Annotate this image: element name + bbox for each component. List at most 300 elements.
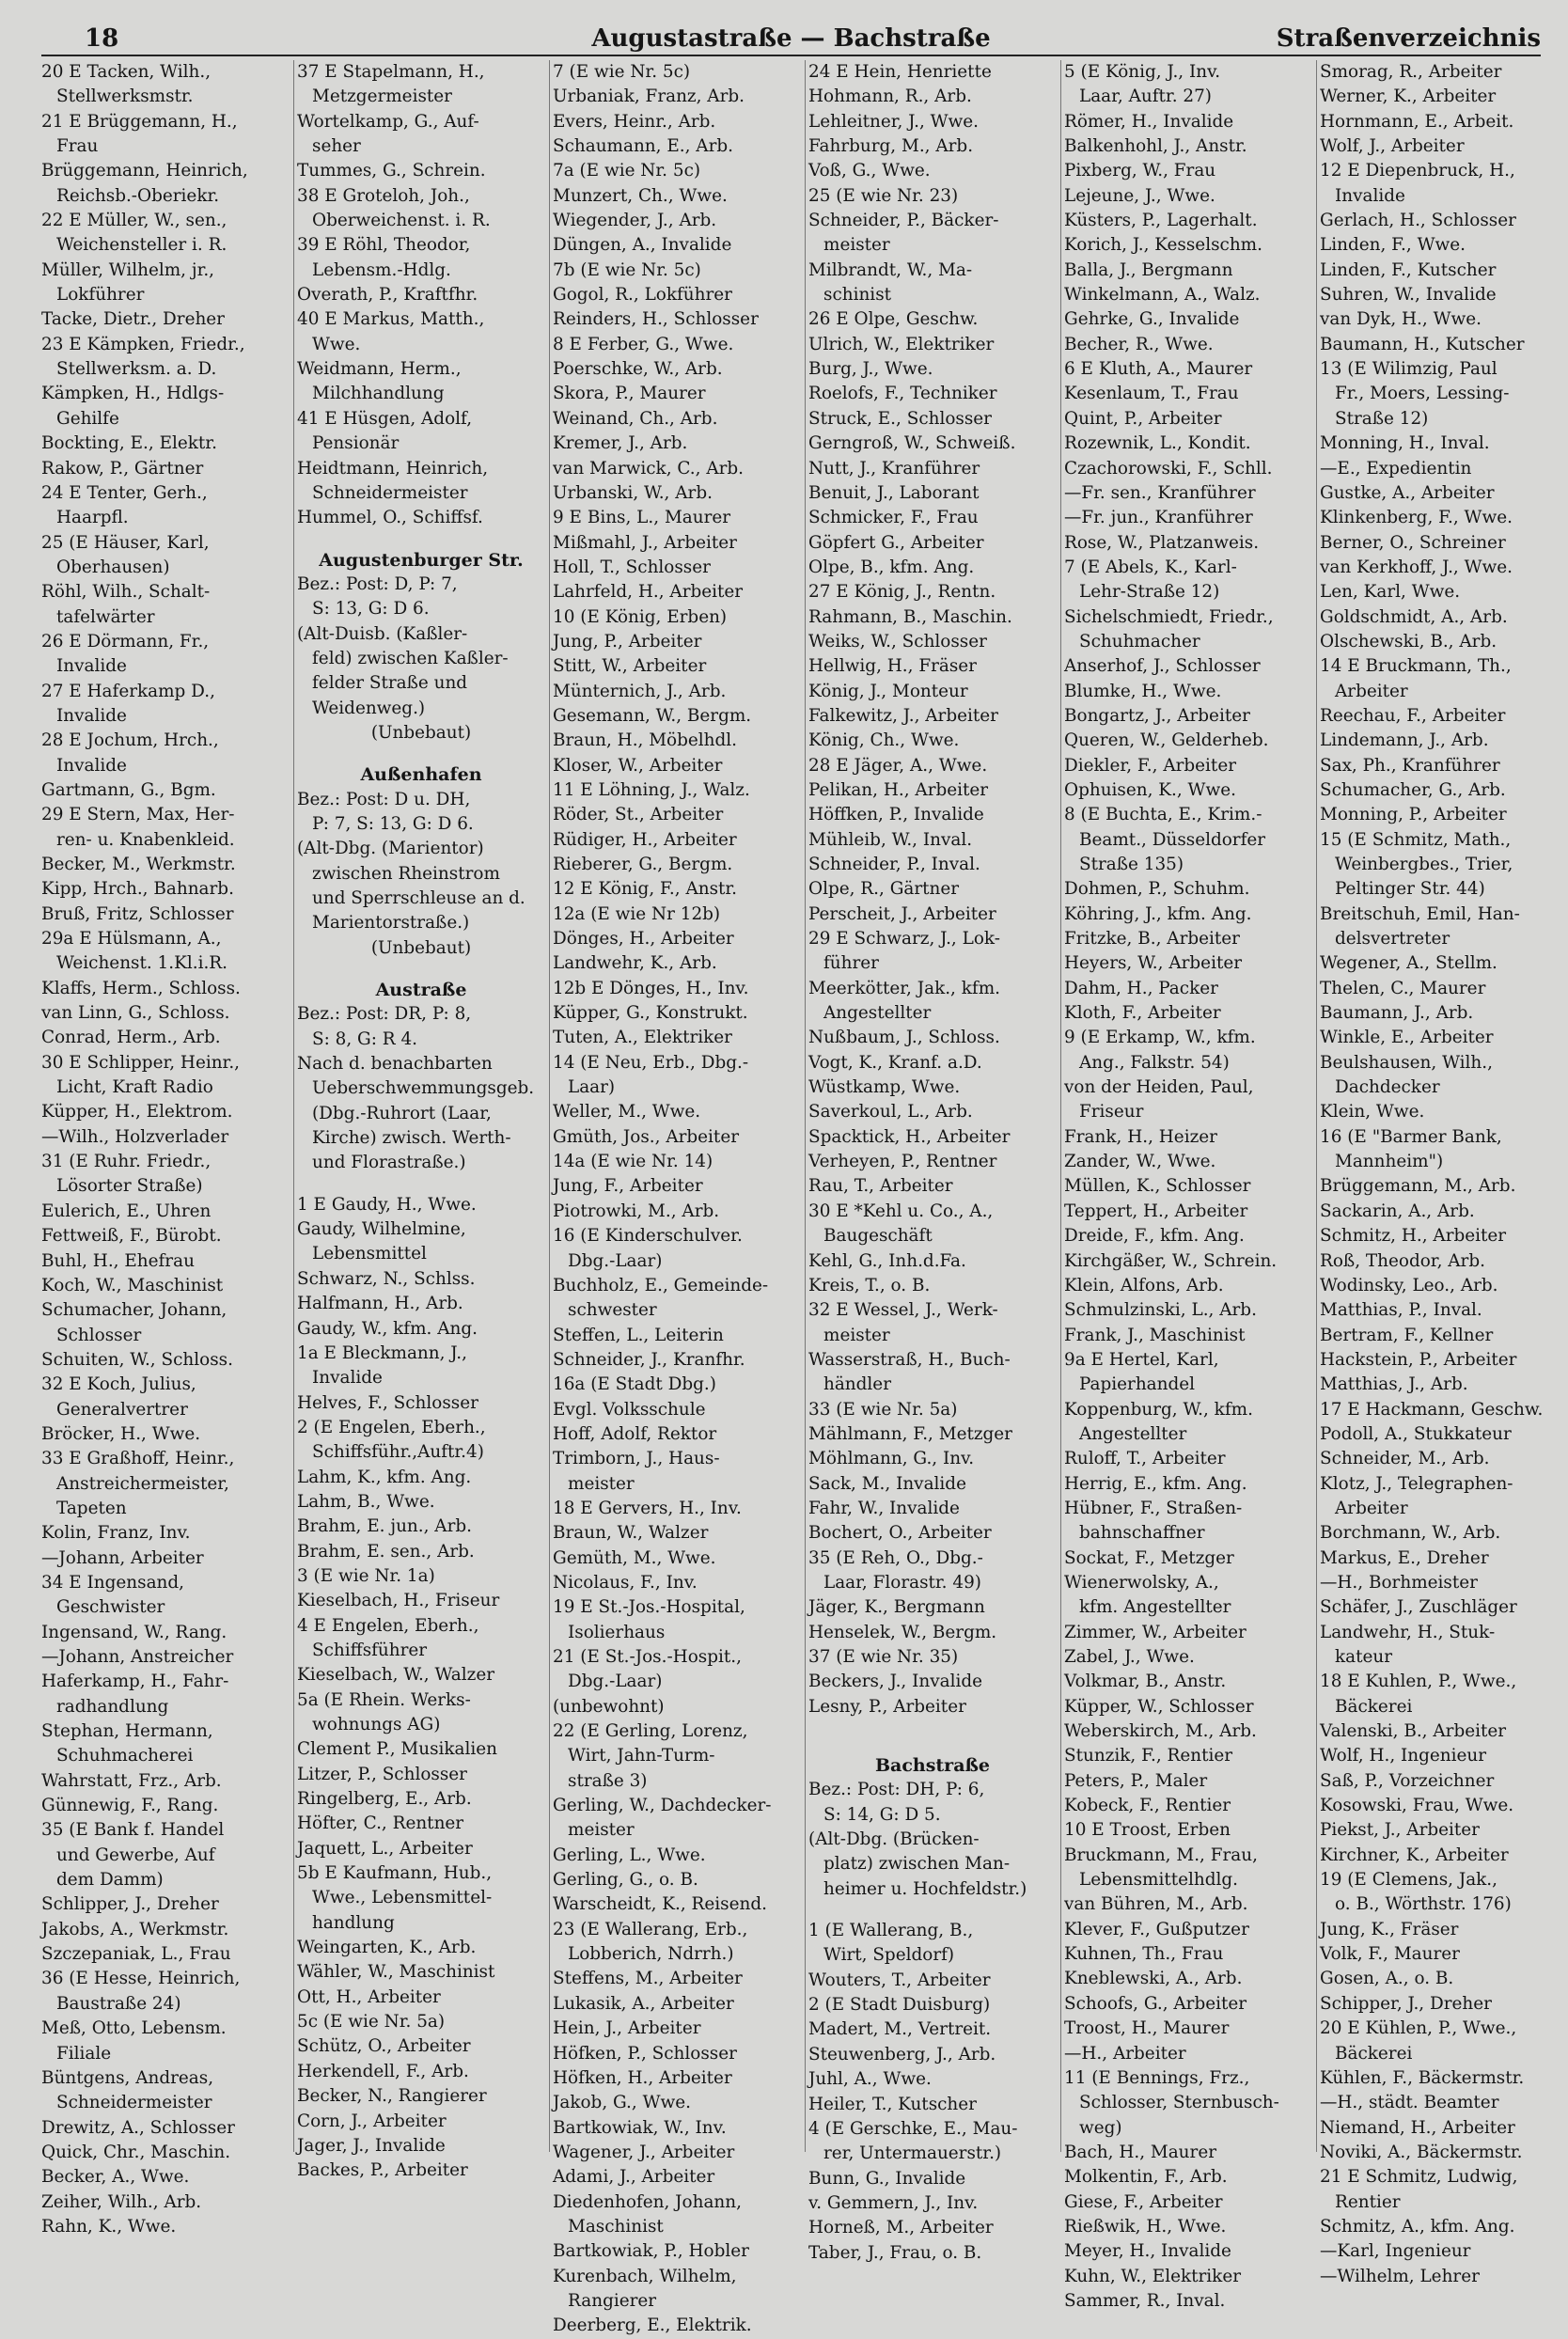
directory-entry: Kämpken, H., Hdlgs- bbox=[41, 384, 225, 404]
directory-entry: Juhl, A., Wwe. bbox=[808, 2069, 932, 2090]
entry-continuation: Ang., Falkstr. 54) bbox=[1079, 1052, 1230, 1073]
directory-entry: 12 E König, F., Anstr. bbox=[553, 879, 738, 900]
directory-entry: 10 (E König, Erben) bbox=[553, 606, 728, 627]
directory-entry: —H., Borhmeister bbox=[1320, 1572, 1478, 1593]
directory-entry: Rose, W., Platzanweis. bbox=[1064, 532, 1260, 553]
directory-entry: Noviki, A., Bäckermstr. bbox=[1320, 2142, 1523, 2162]
directory-entry: 28 E Jochum, Hrch., bbox=[41, 730, 219, 751]
entry-continuation: Laar, Auftr. 27) bbox=[1079, 86, 1212, 107]
directory-entry: Urbanski, W., Arb. bbox=[553, 482, 713, 503]
entry-continuation: Dachdecker bbox=[1335, 1077, 1440, 1098]
directory-entry: Ulrich, W., Elektriker bbox=[808, 334, 995, 354]
entry-continuation: Schuhmacher bbox=[1079, 631, 1200, 651]
directory-entry: Jager, J., Invalide bbox=[297, 2135, 446, 2156]
directory-entry: Zimmer, W., Arbeiter bbox=[1064, 1622, 1247, 1642]
directory-entry: Becker, A., Wwe. bbox=[41, 2167, 190, 2188]
column-4 bbox=[808, 60, 1057, 2263]
entry-continuation: weg) bbox=[1079, 2117, 1122, 2138]
entry-continuation: Laar) bbox=[568, 1077, 616, 1098]
entry-continuation: tafelwärter bbox=[56, 606, 155, 627]
entry-continuation: Marientorstraße.) bbox=[312, 913, 470, 934]
directory-entry: —Johann, Anstreicher bbox=[41, 1647, 234, 1667]
directory-entry: Winkelmann, A., Walz. bbox=[1064, 285, 1261, 306]
entry-continuation: Rentier bbox=[1335, 2191, 1401, 2212]
directory-entry: Henselek, W., Bergm. bbox=[808, 1622, 997, 1642]
entry-continuation: Angestellter bbox=[1079, 1423, 1187, 1444]
directory-entry: Düngen, A., Invalide bbox=[553, 235, 732, 256]
directory-entry: Rüdiger, H., Arbeiter bbox=[553, 829, 737, 850]
directory-entry: Evgl. Volksschule bbox=[553, 1399, 706, 1420]
entry-continuation: Dbg.-Laar) bbox=[568, 1250, 663, 1271]
entry-continuation: Weichenst. 1.Kl.i.R. bbox=[56, 953, 227, 974]
directory-entry: 7 (E wie Nr. 5c) bbox=[553, 62, 691, 82]
entry-continuation: und Gewerbe, Auf bbox=[56, 1845, 215, 1865]
directory-entry: Volk, F., Maurer bbox=[1320, 1944, 1460, 1965]
directory-entry: Heyers, W., Arbeiter bbox=[1064, 953, 1243, 974]
directory-entry: 36 (E Hesse, Heinrich, bbox=[41, 1969, 241, 1989]
directory-entry: Schneider, P., Inval. bbox=[808, 855, 980, 874]
entry-continuation: radhandlung bbox=[56, 1696, 169, 1717]
directory-entry: 6 E Kluth, A., Maurer bbox=[1064, 359, 1253, 380]
directory-entry: Nicolaus, F., Inv. bbox=[553, 1572, 698, 1593]
directory-entry: Bartkowiak, P., Hobler bbox=[553, 2241, 749, 2262]
directory-entry: Saß, P., Vorzeichner bbox=[1320, 1770, 1495, 1791]
directory-entry: 12 E Diepenbruck, H., bbox=[1320, 161, 1515, 181]
directory-entry: 32 E Wessel, J., Werk- bbox=[808, 1300, 998, 1321]
directory-entry: Hohmann, R., Arb. bbox=[808, 86, 972, 107]
entry-continuation: heimer u. Hochfeldstr.) bbox=[823, 1878, 1027, 1899]
directory-entry: Klinkenberg, F., Wwe. bbox=[1320, 508, 1513, 528]
directory-entry: Queren, W., Gelderheb. bbox=[1064, 730, 1269, 751]
directory-entry: Rießwik, H., Wwe. bbox=[1064, 2216, 1227, 2237]
directory-entry: 35 (E Bank f. Handel bbox=[41, 1820, 225, 1841]
directory-entry: Rozewnik, L., Kondit. bbox=[1064, 433, 1251, 454]
entry-continuation: seher bbox=[312, 136, 361, 157]
directory-entry: Meyer, H., Invalide bbox=[1064, 2241, 1231, 2262]
directory-entry: Schneider, M., Arb. bbox=[1320, 1449, 1490, 1469]
directory-entry: Bez.: Post: D, P: 7, bbox=[297, 573, 458, 594]
directory-entry: 19 (E Clemens, Jak., bbox=[1320, 1870, 1497, 1891]
directory-entry: Kobeck, F., Rentier bbox=[1064, 1796, 1231, 1816]
entry-continuation: Weidenweg.) bbox=[312, 698, 426, 718]
directory-entry: Saverkoul, L., Arb. bbox=[808, 1102, 973, 1122]
entry-continuation: Lokführer bbox=[56, 285, 145, 306]
column-5 bbox=[1064, 60, 1312, 2311]
entry-continuation: Friseur bbox=[1079, 1102, 1144, 1122]
directory-entry: Taber, J., Frau, o. B. bbox=[808, 2242, 982, 2263]
directory-entry: Kühlen, F., Bäckermstr. bbox=[1320, 2067, 1525, 2088]
entry-continuation: kfm. Angestellter bbox=[1079, 1597, 1231, 1618]
directory-entry: Helves, F., Schlosser bbox=[297, 1392, 478, 1413]
directory-entry: Römer, H., Invalide bbox=[1064, 111, 1234, 132]
column-divider bbox=[805, 60, 806, 2152]
directory-entry: 15 (E Schmitz, Math., bbox=[1320, 829, 1512, 850]
directory-entry: Borchmann, W., Arb. bbox=[1320, 1523, 1501, 1544]
directory-entry: —Fr. sen., Kranführer bbox=[1064, 482, 1256, 503]
directory-entry: Weller, M., Wwe. bbox=[553, 1102, 701, 1122]
directory-entry: Pelikan, H., Arbeiter bbox=[808, 779, 989, 800]
entry-continuation: und Florastraße.) bbox=[312, 1153, 466, 1173]
directory-entry: Bruß, Fritz, Schlosser bbox=[41, 903, 234, 924]
directory-entry: Ott, H., Arbeiter bbox=[297, 1986, 441, 2007]
directory-entry: Schwarz, N., Schlss. bbox=[297, 1268, 476, 1289]
entry-continuation: Bäckerei bbox=[1335, 2043, 1413, 2064]
directory-entry: 21 E Brüggemann, H., bbox=[41, 111, 238, 132]
directory-entry: Overath, P., Kraftfhr. bbox=[297, 285, 478, 306]
directory-entry: Tacke, Dietr., Dreher bbox=[41, 309, 225, 330]
entry-continuation: wohnungs AG) bbox=[312, 1715, 441, 1735]
entry-continuation: Stellwerksmstr. bbox=[56, 86, 194, 107]
directory-entry: Zeiher, Wilh., Arb. bbox=[41, 2191, 202, 2212]
entry-continuation: führer bbox=[823, 953, 879, 974]
directory-entry: Schmicker, F., Frau bbox=[808, 508, 979, 528]
directory-entry: Jung, F., Arbeiter bbox=[553, 1176, 703, 1197]
entry-continuation: Stellwerksm. a. D. bbox=[56, 359, 217, 380]
directory-entry: Backes, P., Arbeiter bbox=[297, 2160, 468, 2181]
directory-entry: Rahn, K., Wwe. bbox=[41, 2216, 177, 2237]
directory-entry: Haferkamp, H., Fahr- bbox=[41, 1672, 229, 1692]
entry-continuation: Milchhandlung bbox=[312, 384, 445, 404]
directory-entry: 20 E Tacken, Wilh., bbox=[41, 62, 212, 82]
directory-entry: Bez.: Post: DR, P: 8, bbox=[297, 1004, 472, 1025]
directory-entry: Braun, W., Walzer bbox=[553, 1523, 709, 1544]
directory-entry: Schäfer, J., Zuschläger bbox=[1320, 1597, 1517, 1618]
directory-entry: Schumacher, G., Arb. bbox=[1320, 779, 1506, 800]
directory-entry: Jaquett, L., Arbeiter bbox=[297, 1838, 473, 1859]
directory-entry: 14a (E wie Nr. 14) bbox=[553, 1152, 713, 1172]
directory-entry: Wienerwolsky, A., bbox=[1064, 1572, 1219, 1593]
directory-entry: Dönges, H., Arbeiter bbox=[553, 929, 734, 950]
directory-entry: 37 E Stapelmann, H., bbox=[297, 62, 485, 82]
street-heading: Bachstraße bbox=[874, 1755, 991, 1777]
directory-entry: Monning, H., Inval. bbox=[1320, 433, 1490, 454]
entry-continuation: meister bbox=[823, 235, 890, 256]
directory-entry: Ringelberg, E., Arb. bbox=[297, 1789, 472, 1810]
directory-entry: Klein, Wwe. bbox=[1320, 1102, 1425, 1122]
directory-entry: 9a E Hertel, Karl, bbox=[1064, 1349, 1219, 1370]
directory-entry: 13 (E Wilimzig, Paul bbox=[1320, 359, 1497, 380]
entry-continuation: delsvertreter bbox=[1335, 929, 1450, 950]
directory-entry: Molkentin, F., Arb. bbox=[1064, 2167, 1228, 2188]
entry-continuation: Lehr-Straße 12) bbox=[1079, 582, 1220, 603]
directory-entry: Podoll, A., Stukkateur bbox=[1320, 1423, 1512, 1444]
directory-entry: Schneider, P., Bäcker- bbox=[808, 211, 999, 231]
entry-continuation: Oberweichenst. i. R. bbox=[312, 211, 491, 231]
directory-entry: Bertram, F., Kellner bbox=[1320, 1325, 1494, 1345]
directory-entry: Kosowski, Frau, Wwe. bbox=[1320, 1796, 1514, 1816]
directory-entry: Schaumann, E., Arb. bbox=[553, 136, 733, 157]
entry-continuation: Weinbergbes., Trier, bbox=[1335, 855, 1513, 874]
directory-entry: Reechau, F., Arbeiter bbox=[1320, 705, 1506, 726]
street-note: (Unbebaut) bbox=[370, 722, 472, 743]
directory-entry: Göpfert G., Arbeiter bbox=[808, 532, 984, 553]
directory-entry: 16 (E Kinderschulver. bbox=[553, 1226, 743, 1247]
directory-entry: Urbaniak, Franz, Arb. bbox=[553, 86, 745, 107]
directory-entry: —H., städt. Beamter bbox=[1320, 2093, 1499, 2113]
directory-entry: 22 (E Gerling, Lorenz, bbox=[553, 1721, 748, 1742]
directory-entry: Ophuisen, K., Wwe. bbox=[1064, 779, 1236, 800]
directory-entry: Weiks, W., Schlosser bbox=[808, 631, 987, 651]
directory-entry: Niemand, H., Arbeiter bbox=[1320, 2117, 1515, 2138]
entry-continuation: Schuhmacherei bbox=[56, 1746, 194, 1766]
directory-entry: Fahr, W., Invalide bbox=[808, 1498, 960, 1518]
directory-entry: Dahm, H., Packer bbox=[1064, 978, 1218, 998]
directory-entry: Brüggemann, Heinrich, bbox=[41, 161, 248, 181]
directory-entry: Buhl, H., Ehefrau bbox=[41, 1250, 195, 1271]
directory-entry: Bach, H., Maurer bbox=[1064, 2142, 1216, 2162]
spacer bbox=[808, 1736, 1057, 1753]
page-header bbox=[41, 21, 1541, 58]
directory-entry: Kirchgäßer, W., Schrein. bbox=[1064, 1250, 1278, 1271]
directory-entry: Brahm, E. sen., Arb. bbox=[297, 1541, 475, 1562]
directory-entry: Fettweiß, F., Bürobt. bbox=[41, 1226, 222, 1247]
entry-continuation: Mannheim") bbox=[1335, 1152, 1444, 1172]
directory-entry: Wortelkamp, G., Auf- bbox=[297, 111, 479, 132]
directory-entry: Hellwig, H., Fräser bbox=[808, 656, 977, 677]
directory-entry: Kehl, G., Inh.d.Fa. bbox=[808, 1250, 966, 1271]
entry-continuation: S: 13, G: D 6. bbox=[312, 599, 430, 620]
entry-continuation: handlung bbox=[312, 1912, 395, 1933]
directory-entry: Müllen, K., Schlosser bbox=[1064, 1176, 1251, 1197]
directory-entry: 41 E Hüsgen, Adolf, bbox=[297, 408, 473, 429]
entry-continuation: Straße 12) bbox=[1335, 408, 1429, 429]
directory-entry: 14 E Bruckmann, Th., bbox=[1320, 656, 1512, 677]
directory-entry: Sackarin, A., Arb. bbox=[1320, 1201, 1475, 1221]
directory-entry: Lahrfeld, H., Arbeiter bbox=[553, 582, 744, 603]
directory-entry: Gaudy, W., kfm. Ang. bbox=[297, 1318, 478, 1339]
directory-entry: Kipp, Hrch., Bahnarb. bbox=[41, 879, 234, 900]
directory-entry: Suhren, W., Invalide bbox=[1320, 285, 1497, 306]
entry-continuation: kateur bbox=[1335, 1647, 1393, 1667]
directory-entry: Markus, E., Dreher bbox=[1320, 1547, 1489, 1568]
directory-entry: Landwehr, K., Arb. bbox=[553, 953, 717, 974]
directory-entry: 20 E Kühlen, P., Wwe., bbox=[1320, 2018, 1517, 2039]
directory-entry: Balkenhohl, J., Anstr. bbox=[1064, 136, 1247, 157]
directory-entry: Gesemann, W., Bergm. bbox=[553, 705, 752, 726]
entry-continuation: P: 7, S: 13, G: D 6. bbox=[312, 813, 474, 834]
directory-entry: Jung, K., Fräser bbox=[1320, 1919, 1459, 1939]
directory-entry: Kesenlaum, T., Frau bbox=[1064, 384, 1239, 404]
directory-entry: 18 E Kuhlen, P., Wwe., bbox=[1320, 1672, 1517, 1692]
entry-continuation: Oberhausen) bbox=[56, 557, 170, 577]
entry-continuation: Lobberich, Ndrrh.) bbox=[568, 1944, 734, 1965]
directory-entry: Litzer, P., Schlosser bbox=[297, 1764, 467, 1784]
directory-entry: Bez.: Post: D u. DH, bbox=[297, 789, 471, 809]
directory-entry: Rieberer, G., Bergm. bbox=[553, 855, 733, 874]
entry-continuation: Schlosser bbox=[56, 1325, 142, 1345]
directory-entry: Steffen, L., Leiterin bbox=[553, 1325, 724, 1345]
directory-entry: Holl, T., Schlosser bbox=[553, 557, 711, 577]
directory-entry: Gosen, A., o. B. bbox=[1320, 1969, 1454, 1989]
directory-entry: 11 E Löhning, J., Walz. bbox=[553, 779, 750, 800]
directory-entry: Kuhn, W., Elektriker bbox=[1064, 2266, 1241, 2286]
directory-entry: Müller, Wilhelm, jr., bbox=[41, 259, 215, 280]
directory-entry: Hübner, F., Straßen- bbox=[1064, 1498, 1243, 1518]
directory-entry: Lesny, P., Arbeiter bbox=[808, 1696, 966, 1717]
directory-entry: Czachorowski, F., Schll. bbox=[1064, 458, 1273, 479]
directory-entry: Ingensand, W., Rang. bbox=[41, 1622, 227, 1642]
directory-entry: Matthias, J., Arb. bbox=[1320, 1374, 1468, 1395]
directory-entry: Diekler, F., Arbeiter bbox=[1064, 755, 1236, 776]
directory-entry: Brüggemann, M., Arb. bbox=[1320, 1176, 1516, 1197]
directory-entry: Kuhnen, Th., Frau bbox=[1064, 1944, 1224, 1965]
directory-entry: 26 E Dörmann, Fr., bbox=[41, 631, 210, 651]
directory-entry: 8 (E Buchta, E., Krim.- bbox=[1064, 805, 1262, 825]
directory-entry: Dohmen, P., Schuhm. bbox=[1064, 879, 1250, 900]
directory-entry: 1a E Bleckmann, J., bbox=[297, 1342, 467, 1363]
directory-entry: Gaudy, Wilhelmine, bbox=[297, 1219, 466, 1240]
directory-entry: Skora, P., Maurer bbox=[553, 384, 706, 404]
directory-entry: 5b E Kaufmann, Hub., bbox=[297, 1863, 493, 1884]
directory-entry: Wüstkamp, Wwe. bbox=[808, 1077, 961, 1098]
spacer bbox=[808, 1902, 1057, 1919]
entry-continuation: Peltinger Str. 44) bbox=[1335, 879, 1485, 900]
entry-continuation: Haarpfl. bbox=[56, 508, 129, 528]
directory-entry: Höfken, H., Arbeiter bbox=[553, 2067, 732, 2088]
directory-entry: Voß, G., Wwe. bbox=[808, 161, 931, 181]
directory-entry: Hornmann, E., Arbeit. bbox=[1320, 111, 1514, 132]
directory-entry: Sammer, R., Inval. bbox=[1064, 2290, 1226, 2311]
directory-entry: Gemüth, M., Wwe. bbox=[553, 1547, 716, 1568]
directory-entry: Peters, P., Maler bbox=[1064, 1770, 1208, 1791]
directory-entry: Roelofs, F., Techniker bbox=[808, 384, 997, 404]
entry-continuation: Baugeschäft bbox=[823, 1226, 933, 1247]
directory-entry: 18 E Gervers, H., Inv. bbox=[553, 1498, 742, 1518]
column-2 bbox=[297, 60, 545, 2181]
directory-entry: Küpper, H., Elektrom. bbox=[41, 1102, 233, 1122]
directory-entry: Reinders, H., Schlosser bbox=[553, 309, 759, 330]
entry-continuation: Invalide bbox=[56, 705, 127, 726]
directory-entry: Evers, Heinr., Arb. bbox=[553, 111, 716, 132]
directory-entry: Schuiten, W., Schloss. bbox=[41, 1349, 233, 1370]
directory-entry: Roß, Theodor, Arb. bbox=[1320, 1250, 1485, 1271]
directory-entry: Balla, J., Bergmann bbox=[1064, 259, 1233, 280]
directory-entry: Mißmahl, J., Arbeiter bbox=[553, 532, 737, 553]
directory-entry: Zabel, J., Wwe. bbox=[1064, 1647, 1195, 1667]
directory-entry: Len, Karl, Wwe. bbox=[1320, 582, 1461, 603]
directory-entry: 16 (E "Barmer Bank, bbox=[1320, 1126, 1502, 1147]
entry-continuation: Geschwister bbox=[56, 1597, 165, 1618]
directory-entry: 29 E Schwarz, J., Lok- bbox=[808, 929, 1000, 950]
directory-entry: (Alt-Dbg. (Brücken- bbox=[808, 1829, 980, 1850]
directory-entry: Bröcker, H., Wwe. bbox=[41, 1423, 201, 1444]
directory-entry: 10 E Troost, Erben bbox=[1064, 1820, 1231, 1841]
directory-entry: Szczepaniak, L., Frau bbox=[41, 1944, 231, 1965]
directory-entry: 11 (E Bennings, Frz., bbox=[1064, 2067, 1250, 2088]
directory-entry: Becker, M., Werkmstr. bbox=[41, 855, 236, 874]
directory-entry: Matthias, P., Inval. bbox=[1320, 1300, 1482, 1321]
directory-entry: Baumann, H., Kutscher bbox=[1320, 334, 1525, 354]
directory-entry: Gustke, A., Arbeiter bbox=[1320, 482, 1495, 503]
directory-entry: Hummel, O., Schiffsf. bbox=[297, 508, 483, 528]
directory-entry: Tuten, A., Elektriker bbox=[553, 1028, 732, 1048]
directory-entry: Corn, J., Arbeiter bbox=[297, 2111, 447, 2131]
entry-continuation: Lebensmittelhdlg. bbox=[1079, 1870, 1239, 1891]
directory-entry: Schmitz, A., kfm. Ang. bbox=[1320, 2216, 1515, 2237]
directory-entry: Schmitz, H., Arbeiter bbox=[1320, 1226, 1507, 1247]
directory-entry: Kurenbach, Wilhelm, bbox=[553, 2266, 737, 2286]
directory-entry: Jung, P., Arbeiter bbox=[553, 631, 702, 651]
directory-entry: Nutt, J., Kranführer bbox=[808, 458, 980, 479]
directory-entry: 2 (E Engelen, Eberh., bbox=[297, 1417, 486, 1437]
directory-entry: Berner, O., Schreiner bbox=[1320, 532, 1506, 553]
entry-continuation: Frau bbox=[56, 136, 99, 157]
directory-entry: Küsters, P., Lagerhalt. bbox=[1064, 211, 1258, 231]
directory-entry: Winkle, E., Arbeiter bbox=[1320, 1028, 1494, 1048]
directory-entry: Münternich, J., Arb. bbox=[553, 681, 727, 701]
directory-entry: Landwehr, H., Stuk- bbox=[1320, 1622, 1496, 1642]
column-divider bbox=[1060, 60, 1061, 2152]
directory-entry: Zander, W., Wwe. bbox=[1064, 1152, 1216, 1172]
directory-entry: Sichelschmiedt, Friedr., bbox=[1064, 606, 1274, 627]
directory-entry: Lahm, B., Wwe. bbox=[297, 1491, 435, 1512]
entry-continuation: Reichsb.-Oberiekr. bbox=[56, 185, 220, 206]
directory-entry: Bruckmann, M., Frau, bbox=[1064, 1845, 1258, 1865]
directory-entry: Sack, M., Invalide bbox=[808, 1473, 966, 1494]
directory-entry: Heiler, T., Kutscher bbox=[808, 2094, 977, 2114]
directory-entry: Mählmann, F., Metzger bbox=[808, 1423, 1012, 1444]
directory-entry: Röhl, Wilh., Schalt- bbox=[41, 582, 211, 603]
directory-entry: Perscheit, J., Arbeiter bbox=[808, 903, 996, 924]
directory-entry: van Marwick, C., Arb. bbox=[553, 458, 745, 479]
directory-entry: Höfter, C., Rentner bbox=[297, 1813, 464, 1834]
directory-entry: Heidtmann, Heinrich, bbox=[297, 458, 489, 479]
directory-entry: (Alt-Dbg. (Marientor) bbox=[297, 839, 484, 859]
directory-entry: Lejeune, J., Wwe. bbox=[1064, 185, 1215, 206]
directory-entry: Goldschmidt, A., Arb. bbox=[1320, 606, 1508, 627]
directory-entry: Jakobs, A., Werkmstr. bbox=[41, 1919, 229, 1939]
directory-entry: Buchholz, E., Gemeinde- bbox=[553, 1275, 769, 1295]
directory-entry: Weberskirch, M., Arb. bbox=[1064, 1721, 1257, 1742]
directory-entry: Breitschuh, Emil, Han- bbox=[1320, 903, 1520, 924]
directory-entry: Sax, Ph., Kranführer bbox=[1320, 755, 1500, 776]
directory-entry: König, Ch., Wwe. bbox=[808, 730, 960, 751]
directory-entry: Günnewig, F., Rang. bbox=[41, 1796, 219, 1816]
directory-entry: Weingarten, K., Arb. bbox=[297, 1938, 477, 1958]
directory-entry: Koppenburg, W., kfm. bbox=[1064, 1399, 1253, 1420]
directory-entry: 2 (E Stadt Duisburg) bbox=[808, 1995, 991, 2016]
directory-entry: Fahrburg, M., Arb. bbox=[808, 136, 974, 157]
directory-entry: 34 E Ingensand, bbox=[41, 1572, 184, 1593]
directory-entry: Munzert, Ch., Wwe. bbox=[553, 185, 728, 206]
entry-continuation: Gehilfe bbox=[56, 408, 119, 429]
directory-entry: Poerschke, W., Arb. bbox=[553, 359, 723, 380]
column-divider bbox=[293, 60, 294, 2152]
directory-entry: 29a E Hülsmann, A., bbox=[41, 929, 222, 950]
directory-entry: Horneß, M., Arbeiter bbox=[808, 2218, 994, 2238]
directory-entry: 1 E Gaudy, H., Wwe. bbox=[297, 1194, 477, 1215]
directory-entry: 5 (E König, J., Inv. bbox=[1064, 62, 1221, 82]
directory-entry: Kreis, T., o. B. bbox=[808, 1275, 931, 1295]
directory-entry: Nach d. benachbarten bbox=[297, 1054, 493, 1075]
directory-entry: Adami, J., Arbeiter bbox=[553, 2167, 715, 2188]
directory-entry: 5a (E Rhein. Werks- bbox=[297, 1689, 471, 1710]
directory-entry: 7 (E Abels, K., Karl- bbox=[1064, 557, 1237, 577]
entry-continuation: Lebensmittel bbox=[312, 1244, 427, 1264]
directory-entry: Gerngroß, W., Schweiß. bbox=[808, 433, 1016, 454]
directory-entry: Herkendell, F., Arb. bbox=[297, 2061, 469, 2081]
entry-continuation: (Dbg.-Ruhrort (Laar, bbox=[312, 1103, 492, 1123]
directory-entry: Deerberg, E., Elektrik. bbox=[553, 2315, 752, 2336]
directory-entry: 24 E Hein, Henriette bbox=[808, 62, 992, 82]
directory-entry: Burg, J., Wwe. bbox=[808, 359, 933, 380]
directory-entry: Bartkowiak, W., Inv. bbox=[553, 2117, 727, 2138]
entry-continuation: Rangierer bbox=[568, 2290, 657, 2311]
directory-entry: 40 E Markus, Matth., bbox=[297, 309, 485, 330]
directory-entry: (unbewohnt) bbox=[553, 1696, 665, 1717]
directory-entry: Kirchner, K., Arbeiter bbox=[1320, 1845, 1509, 1865]
directory-entry: Schneider, J., Kranfhr. bbox=[553, 1349, 745, 1370]
